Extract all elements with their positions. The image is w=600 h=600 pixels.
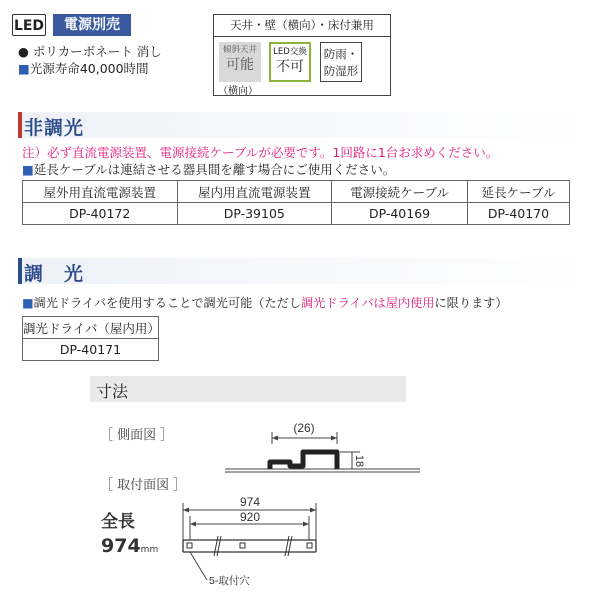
square-bullet-icon: ■ bbox=[22, 162, 34, 177]
tile-sloped-ceiling-big: 可能 bbox=[226, 57, 254, 73]
bullet-icon: ● bbox=[18, 44, 29, 59]
tile-waterproof-line2: 防湿形 bbox=[323, 64, 359, 78]
total-length-unit: mm bbox=[140, 545, 159, 555]
dim-outer-label: 974 bbox=[239, 495, 261, 509]
table-header-cell: 調光ドライバ（屋内用） bbox=[23, 317, 159, 339]
mounting-title: 天井・壁（横向）・床付兼用 bbox=[230, 18, 374, 32]
non-dimming-title: 非調光 bbox=[24, 117, 85, 139]
table-cell: DP-40171 bbox=[23, 339, 159, 361]
side-width-label: (26) bbox=[293, 421, 315, 435]
spec-material-text: ポリカーボネート 消し bbox=[32, 44, 162, 59]
dimming-note-part1: 調光ドライバを使用することで調光可能（ただし bbox=[33, 296, 302, 310]
square-bullet-icon: ■ bbox=[22, 296, 34, 310]
dimensions-title: 寸法 bbox=[96, 382, 129, 401]
mount-view-drawing bbox=[183, 495, 316, 587]
side-view-drawing bbox=[225, 421, 420, 472]
table-header-cell: 電源接続ケーブル bbox=[332, 181, 468, 203]
side-view-label: ［ 側面図 ］ bbox=[100, 428, 174, 443]
table-cell: DP-40170 bbox=[468, 203, 570, 225]
hole-label: 5-取付穴 bbox=[209, 575, 250, 587]
mounting-hole-icon bbox=[240, 543, 245, 548]
tile-sloped-ceiling-small: 傾斜天井 bbox=[222, 45, 257, 55]
total-length-value: 974 bbox=[101, 535, 141, 557]
table-header-cell: 延長ケーブル bbox=[468, 181, 570, 203]
mount-view-label: ［ 取付面図 ］ bbox=[100, 478, 187, 493]
power-sold-separately-badge: 電源別売 bbox=[53, 14, 131, 36]
tile-led-replace-small: LED交換 bbox=[273, 47, 307, 57]
table-cell: DP-40169 bbox=[332, 203, 468, 225]
mounting-hole-icon bbox=[307, 543, 312, 548]
mounting-hole-icon bbox=[187, 543, 192, 548]
non-dimming-note: 注）必ず直流電源装置、電源接続ケーブルが必要です。1回路に1台お求めください。 bbox=[22, 145, 499, 160]
square-bullet-icon: ■ bbox=[18, 61, 30, 76]
mounting-note: （横向） bbox=[218, 86, 258, 97]
dim-inner-label: 920 bbox=[239, 510, 261, 524]
dimming-note-part3: に限ります） bbox=[434, 296, 508, 310]
spec-lifetime-text: 光源寿命40,000時間 bbox=[29, 61, 149, 76]
table-header-cell: 屋外用直流電源装置 bbox=[23, 181, 178, 203]
table-header-cell: 屋内用直流電源装置 bbox=[177, 181, 332, 203]
led-badge: LED bbox=[12, 14, 46, 36]
tile-waterproof-line1: 防雨・ bbox=[323, 47, 359, 61]
tile-led-replace-big: 不可 bbox=[276, 59, 304, 75]
side-height-label: 18 bbox=[353, 454, 365, 468]
extension-note-text: 延長ケーブルは連結させる器具間を離す場合にご使用ください。 bbox=[33, 162, 396, 177]
total-length bbox=[101, 535, 158, 557]
dimming-note-highlight: 調光ドライバは屋内使用 bbox=[301, 296, 435, 310]
table-cell: DP-39105 bbox=[177, 203, 332, 225]
dimming-title: 調 光 bbox=[24, 263, 85, 285]
total-length-label: 全長 bbox=[101, 512, 135, 532]
table-cell: DP-40172 bbox=[23, 203, 178, 225]
